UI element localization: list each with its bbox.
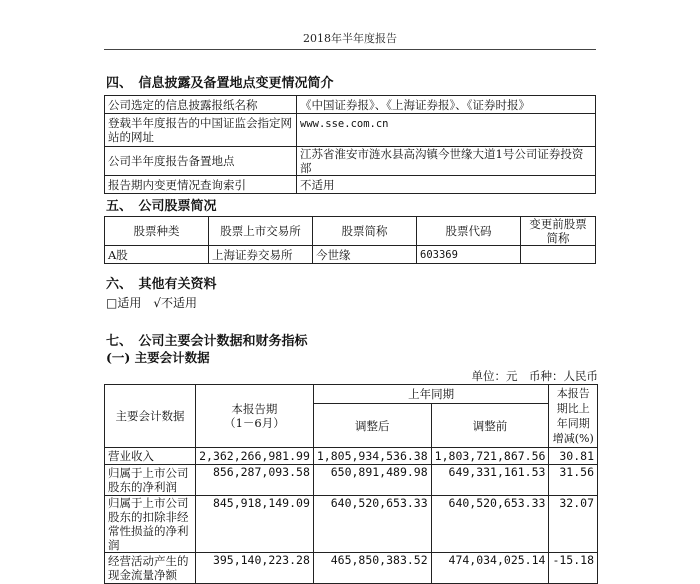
row-value: 《中国证券报》、《上海证券报》、《证券时报》 xyxy=(297,96,596,114)
table-row xyxy=(105,465,598,496)
value-change: -15.18 xyxy=(549,553,598,584)
value-adjusted: 650,891,489.98 xyxy=(313,465,431,496)
value-before: 640,520,653.33 xyxy=(431,496,549,553)
column-header: 变更前股票简称 xyxy=(521,217,596,246)
section-6-title: 六、 其他有关资料 xyxy=(106,277,217,292)
section-7-subtitle: (一) 主要会计数据 xyxy=(106,350,210,365)
row-label: 登载半年度报告的中国证监会指定网站的网址 xyxy=(105,114,297,147)
section-4-title: 四、 信息披露及备置地点变更情况简介 xyxy=(106,76,334,91)
table-row xyxy=(105,448,598,465)
column-header-change: 本报告期比上年同期增减(%) xyxy=(549,385,598,448)
row-label: 营业收入 xyxy=(105,448,196,465)
row-label: 经营活动产生的现金流量净额 xyxy=(105,553,196,584)
value-current: 856,287,093.58 xyxy=(195,465,313,496)
currency-unit: 单位：元 币种：人民币 xyxy=(471,369,598,383)
stock-table xyxy=(104,216,596,264)
column-header-prior: 上年同期 xyxy=(313,385,549,404)
header-rule xyxy=(104,49,596,50)
value-adjusted: 465,850,383.52 xyxy=(313,553,431,584)
row-value: 江苏省淮安市涟水县高沟镇今世缘大道1号公司证券投资部 xyxy=(297,147,596,176)
column-header: 股票代码 xyxy=(417,217,521,246)
value-change: 32.07 xyxy=(549,496,598,553)
value-before: 474,034,025.14 xyxy=(431,553,549,584)
value-current: 395,140,223.28 xyxy=(195,553,313,584)
row-label: 报告期内变更情况查询索引 xyxy=(105,176,297,194)
applicability-options: □适用 √不适用 xyxy=(106,296,197,310)
table-cell: 上海证券交易所 xyxy=(209,246,313,264)
column-header-before: 调整前 xyxy=(431,404,549,448)
value-current: 2,362,266,981.99 xyxy=(195,448,313,465)
value-before: 649,331,161.53 xyxy=(431,465,549,496)
row-label: 归属于上市公司股东的净利润 xyxy=(105,465,196,496)
table-row xyxy=(105,496,598,553)
table-cell: A股 xyxy=(105,246,209,264)
column-header: 股票简称 xyxy=(313,217,417,246)
table-row xyxy=(105,147,596,176)
column-header-adjusted: 调整后 xyxy=(313,404,431,448)
column-header-current: 本报告期 （1－6月） xyxy=(195,385,313,448)
value-before: 1,803,721,867.56 xyxy=(431,448,549,465)
row-label: 公司半年度报告备置地点 xyxy=(105,147,297,176)
row-value: www.sse.com.cn xyxy=(297,114,596,147)
value-adjusted: 640,520,653.33 xyxy=(313,496,431,553)
row-value: 不适用 xyxy=(297,176,596,194)
page-header: 2018年半年度报告 xyxy=(303,32,397,45)
table-row xyxy=(105,246,596,264)
value-current: 845,918,149.09 xyxy=(195,496,313,553)
table-header-row xyxy=(105,217,596,246)
disclosure-table xyxy=(104,95,596,194)
row-label: 公司选定的信息披露报纸名称 xyxy=(105,96,297,114)
value-change: 31.56 xyxy=(549,465,598,496)
section-7-title: 七、 公司主要会计数据和财务指标 xyxy=(106,334,308,349)
value-change: 30.81 xyxy=(549,448,598,465)
table-row xyxy=(105,114,596,147)
row-label: 归属于上市公司股东的扣除非经常性损益的净利润 xyxy=(105,496,196,553)
table-cell xyxy=(521,246,596,264)
table-cell: 603369 xyxy=(417,246,521,264)
column-header: 股票上市交易所 xyxy=(209,217,313,246)
column-header: 股票种类 xyxy=(105,217,209,246)
table-row xyxy=(105,553,598,584)
table-row xyxy=(105,96,596,114)
table-cell: 今世缘 xyxy=(313,246,417,264)
column-header-item: 主要会计数据 xyxy=(105,385,196,448)
section-5-title: 五、 公司股票简况 xyxy=(106,199,217,214)
table-row xyxy=(105,176,596,194)
table-header-row xyxy=(105,385,598,404)
value-adjusted: 1,805,934,536.38 xyxy=(313,448,431,465)
financial-table xyxy=(104,384,598,584)
